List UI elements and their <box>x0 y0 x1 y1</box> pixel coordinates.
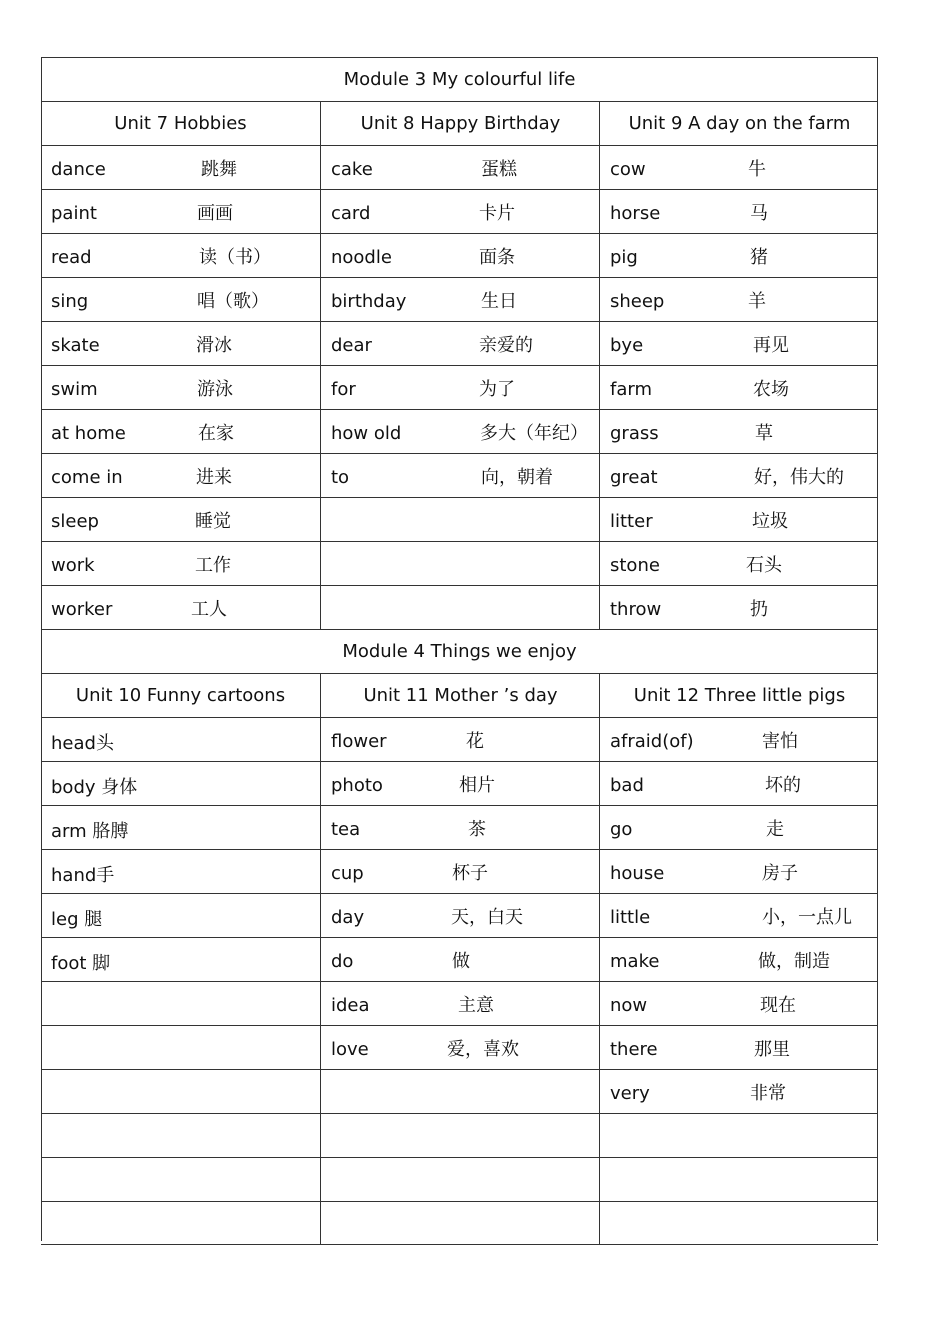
english-word: birthday <box>331 290 407 312</box>
chinese-meaning: 农场 <box>753 378 789 400</box>
english-word: dance <box>51 158 106 180</box>
vocab-cell <box>320 454 600 497</box>
chinese-meaning: 唱（歌） <box>197 290 269 312</box>
chinese-meaning: 为了 <box>479 378 515 400</box>
chinese-meaning: 小，一点儿 <box>762 906 852 928</box>
table-row <box>41 849 878 893</box>
vocab-cell <box>599 938 879 981</box>
vocab-cell <box>320 1202 600 1244</box>
vocab-cell <box>599 982 879 1025</box>
vocab-cell <box>320 806 600 849</box>
english-word: read <box>51 246 92 268</box>
english-word: worker <box>51 598 113 620</box>
chinese-meaning: 杯子 <box>452 862 488 884</box>
table-row <box>41 233 878 277</box>
english-word: very <box>610 1082 650 1104</box>
vocab-cell <box>320 190 600 233</box>
table-row <box>41 1113 878 1157</box>
vocab-cell <box>41 190 320 233</box>
chinese-meaning: 多大（年纪） <box>480 422 588 444</box>
table-row <box>41 189 878 233</box>
vocab-cell <box>599 1070 879 1113</box>
vocab-cell <box>320 498 600 541</box>
english-word: sing <box>51 290 89 312</box>
chinese-meaning: 睡觉 <box>195 510 231 532</box>
table-row <box>41 365 878 409</box>
english-word: leg 腿 <box>51 908 103 930</box>
english-word: body 身体 <box>51 776 138 798</box>
english-word: now <box>610 994 648 1016</box>
module4-title: Module 4 Things we enjoy <box>342 641 577 662</box>
english-word: cup <box>331 862 364 884</box>
english-word: sheep <box>610 290 665 312</box>
english-word: cake <box>331 158 373 180</box>
vocab-cell <box>320 278 600 321</box>
vocab-cell <box>599 1026 879 1069</box>
vocab-cell <box>320 938 600 981</box>
table-row <box>41 277 878 321</box>
chinese-meaning: 牛 <box>748 158 766 180</box>
chinese-meaning: 坏的 <box>765 774 801 796</box>
vocab-cell <box>599 1114 879 1157</box>
vocab-cell <box>599 410 879 453</box>
english-word: paint <box>51 202 97 224</box>
english-word: tea <box>331 818 361 840</box>
english-word: foot 脚 <box>51 952 111 974</box>
vocab-cell <box>41 146 320 189</box>
english-word: noodle <box>331 246 392 268</box>
vocab-cell <box>41 1202 320 1244</box>
table-row <box>41 1069 878 1113</box>
english-word: stone <box>610 554 660 576</box>
chinese-meaning: 走 <box>766 818 784 840</box>
chinese-meaning: 在家 <box>198 422 234 444</box>
table-row <box>41 937 878 981</box>
chinese-meaning: 非常 <box>750 1082 786 1104</box>
vocab-cell <box>41 410 320 453</box>
chinese-meaning: 工人 <box>191 598 227 620</box>
table-row <box>41 1025 878 1069</box>
chinese-meaning: 现在 <box>760 994 796 1016</box>
vocab-cell <box>41 762 320 805</box>
vocab-cell <box>41 278 320 321</box>
english-word: horse <box>610 202 661 224</box>
english-word: little <box>610 906 651 928</box>
table-row <box>41 321 878 365</box>
chinese-meaning: 石头 <box>746 554 782 576</box>
vocab-cell <box>41 982 320 1025</box>
english-word: farm <box>610 378 652 400</box>
vocab-cell <box>320 982 600 1025</box>
module3-title: Module 3 My colourful life <box>343 69 576 90</box>
vocab-cell <box>41 322 320 365</box>
vocab-cell <box>41 1114 320 1157</box>
table-row <box>41 497 878 541</box>
module4-title-row <box>41 629 878 673</box>
english-word: do <box>331 950 354 972</box>
english-word: flower <box>331 730 387 752</box>
vocab-cell <box>41 498 320 541</box>
chinese-meaning: 画画 <box>197 202 233 224</box>
vocab-cell <box>320 1026 600 1069</box>
table-row <box>41 541 878 585</box>
vocab-cell <box>599 542 879 585</box>
vocab-cell <box>599 322 879 365</box>
unit-header: Unit 10 Funny cartoons <box>75 685 286 706</box>
table-row <box>41 717 878 761</box>
vocab-cell <box>41 1026 320 1069</box>
vocab-cell <box>599 718 879 761</box>
english-word: love <box>331 1038 369 1060</box>
chinese-meaning: 羊 <box>748 290 766 312</box>
chinese-meaning: 天，白天 <box>451 906 523 928</box>
english-word: great <box>610 466 658 488</box>
english-word: cow <box>610 158 646 180</box>
vocab-cell <box>320 718 600 761</box>
module3-unit-header-row <box>41 101 878 145</box>
vocab-cell <box>599 850 879 893</box>
vocab-cell <box>320 146 600 189</box>
chinese-meaning: 垃圾 <box>752 510 788 532</box>
english-word: litter <box>610 510 653 532</box>
vocab-cell <box>320 1114 600 1157</box>
chinese-meaning: 进来 <box>196 466 232 488</box>
vocab-cell <box>599 762 879 805</box>
vocab-cell <box>41 234 320 277</box>
module3-title-row <box>41 57 878 101</box>
chinese-meaning: 面条 <box>479 246 515 268</box>
table-row <box>41 409 878 453</box>
english-word: for <box>331 378 356 400</box>
table-row <box>41 1201 878 1245</box>
unit-header: Unit 7 Hobbies <box>114 113 247 134</box>
vocab-cell <box>599 806 879 849</box>
chinese-meaning: 相片 <box>459 774 495 796</box>
vocab-cell <box>320 366 600 409</box>
english-word: pig <box>610 246 638 268</box>
english-word: card <box>331 202 371 224</box>
vocab-cell <box>41 542 320 585</box>
vocab-cell <box>41 894 320 937</box>
english-word: photo <box>331 774 383 796</box>
chinese-meaning: 做 <box>452 950 470 972</box>
english-word: afraid(of) <box>610 730 694 752</box>
vocab-cell <box>599 234 879 277</box>
chinese-meaning: 再见 <box>753 334 789 356</box>
vocab-cell <box>41 806 320 849</box>
chinese-meaning: 花 <box>466 730 484 752</box>
chinese-meaning: 蛋糕 <box>481 158 517 180</box>
chinese-meaning: 卡片 <box>479 202 515 224</box>
vocab-cell <box>41 586 320 629</box>
english-word: to <box>331 466 350 488</box>
english-word: house <box>610 862 665 884</box>
chinese-meaning: 做，制造 <box>758 950 830 972</box>
unit-header: Unit 12 Three little pigs <box>599 674 879 717</box>
vocab-cell <box>320 894 600 937</box>
english-word: head头 <box>51 732 114 754</box>
table-row <box>41 453 878 497</box>
vocab-cell <box>41 366 320 409</box>
vocab-cell <box>320 1070 600 1113</box>
english-word: bad <box>610 774 644 796</box>
english-word: dear <box>331 334 372 356</box>
english-word: day <box>331 906 365 928</box>
vocab-cell <box>320 586 600 629</box>
vocab-cell <box>599 190 879 233</box>
chinese-meaning: 读（书） <box>199 246 271 268</box>
chinese-meaning: 亲爱的 <box>479 334 533 356</box>
chinese-meaning: 猪 <box>750 246 768 268</box>
vocab-cell <box>599 1158 879 1201</box>
english-word: sleep <box>51 510 99 532</box>
chinese-meaning: 好，伟大的 <box>754 466 844 488</box>
vocab-cell <box>599 366 879 409</box>
chinese-meaning: 扔 <box>750 598 768 620</box>
vocab-cell <box>599 586 879 629</box>
vocab-cell <box>320 850 600 893</box>
chinese-meaning: 马 <box>750 202 768 224</box>
vocab-cell <box>320 410 600 453</box>
chinese-meaning: 游泳 <box>197 378 233 400</box>
unit-header: Unit 11 Mother ’s day <box>320 674 600 717</box>
vocab-cell <box>599 454 879 497</box>
english-word: work <box>51 554 95 576</box>
english-word: grass <box>610 422 659 444</box>
vocab-cell <box>320 542 600 585</box>
module4-unit-header-row <box>41 673 878 717</box>
english-word: make <box>610 950 660 972</box>
table-row <box>41 761 878 805</box>
unit-header: Unit 8 Happy Birthday <box>320 102 600 145</box>
chinese-meaning: 生日 <box>481 290 517 312</box>
vocab-cell <box>41 1070 320 1113</box>
vocab-cell <box>320 1158 600 1201</box>
vocab-cell <box>320 234 600 277</box>
vocab-cell <box>320 322 600 365</box>
english-word: arm 胳膊 <box>51 820 129 842</box>
vocab-cell <box>599 1202 879 1244</box>
chinese-meaning: 爱，喜欢 <box>447 1038 519 1060</box>
vocab-cell <box>41 1158 320 1201</box>
chinese-meaning: 向，朝着 <box>481 466 553 488</box>
chinese-meaning: 那里 <box>754 1038 790 1060</box>
english-word: there <box>610 1038 658 1060</box>
english-word: how old <box>331 422 402 444</box>
vocabulary-table <box>41 57 878 1245</box>
table-row <box>41 585 878 629</box>
table-row <box>41 893 878 937</box>
chinese-meaning: 滑冰 <box>196 334 232 356</box>
chinese-meaning: 工作 <box>195 554 231 576</box>
vocab-cell <box>599 498 879 541</box>
table-row <box>41 145 878 189</box>
vocab-cell <box>599 278 879 321</box>
vocab-cell <box>599 894 879 937</box>
english-word: skate <box>51 334 100 356</box>
chinese-meaning: 草 <box>755 422 773 444</box>
table-row <box>41 1157 878 1201</box>
chinese-meaning: 害怕 <box>762 730 798 752</box>
vocab-cell <box>599 146 879 189</box>
table-row <box>41 981 878 1025</box>
chinese-meaning: 主意 <box>458 994 494 1016</box>
vocab-cell <box>320 762 600 805</box>
vocab-cell <box>41 938 320 981</box>
table-row <box>41 805 878 849</box>
vocab-cell <box>41 850 320 893</box>
english-word: at home <box>51 422 126 444</box>
unit-header: Unit 9 A day on the farm <box>599 102 879 145</box>
vocab-cell <box>41 718 320 761</box>
english-word: go <box>610 818 633 840</box>
chinese-meaning: 茶 <box>468 818 486 840</box>
vocab-cell <box>41 454 320 497</box>
english-word: come in <box>51 466 123 488</box>
english-word: bye <box>610 334 644 356</box>
chinese-meaning: 房子 <box>762 862 798 884</box>
english-word: throw <box>610 598 662 620</box>
chinese-meaning: 跳舞 <box>201 158 237 180</box>
english-word: idea <box>331 994 370 1016</box>
english-word: hand手 <box>51 864 115 886</box>
english-word: swim <box>51 378 98 400</box>
